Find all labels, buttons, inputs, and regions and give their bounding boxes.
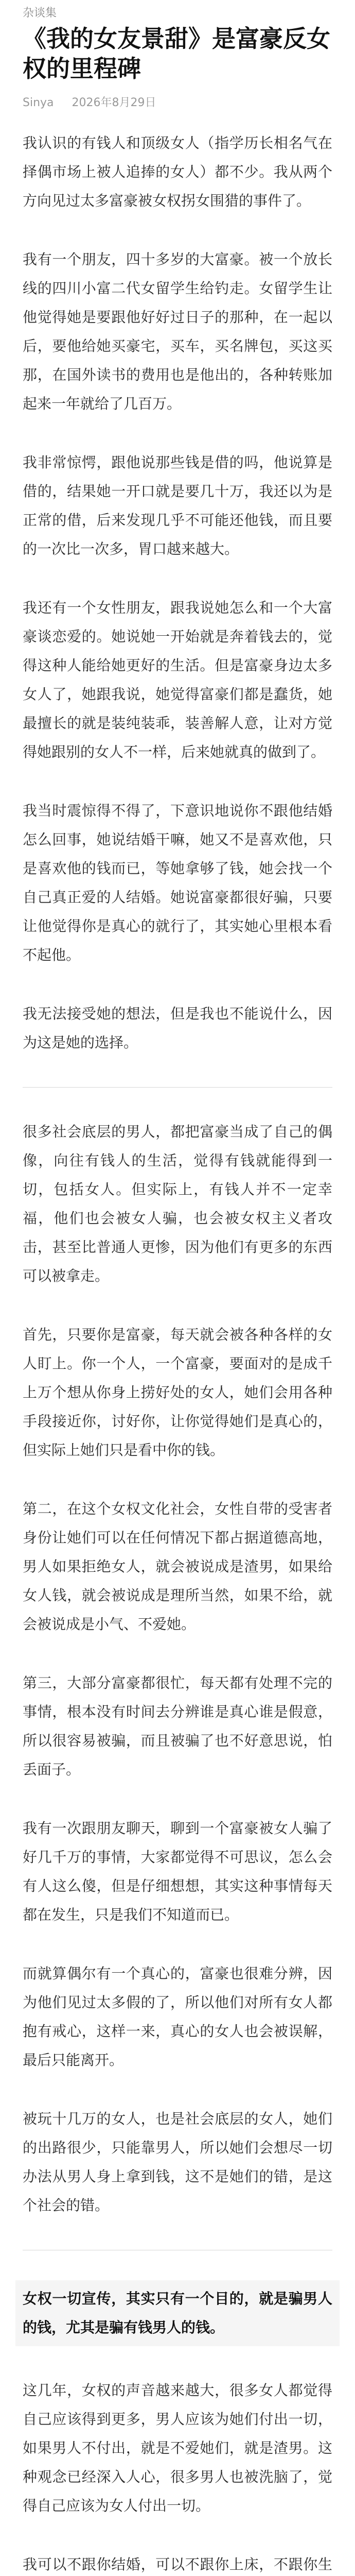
- publish-date: 2026年8月29日: [72, 96, 156, 109]
- section-divider: [23, 1087, 332, 1088]
- paragraph: 很多社会底层的男人，都把富豪当成了自己的偶像，向往有钱人的生活，觉得有钱就能得到一切，包括女人。但实际上，有钱人并不一定幸福，他们也会被女人骗，也会被女权主义者攻击，甚至比普通人更惨，因为他们有更多的东西可以被拿走。: [23, 1123, 332, 1284]
- paragraph: 而就算偶尔有一个真心的，富豪也很难分辨，因为他们见过太多假的了，所以他们对所有女人都抱有戒心，这样一来，真心的女人也会被误解，最后只能离开。: [23, 1965, 332, 2069]
- paragraph: 我可以不跟你结婚，可以不跟你上床，不跟你生: [23, 2556, 332, 2573]
- paragraph: 我还有一个女性朋友，跟我说她怎么和一个大富豪谈恋爱的。她说她一开始就是奔着钱去的，觉得这种人能给她更好的生活。但是富豪身边太多女人了，她跟我说，她觉得富豪们都是蠢货，她最擅长的就是装纯装乖，装善解人意，让对方觉得她跟别的女人不一样，后来她就真的做到了。: [23, 599, 332, 760]
- paragraph: 第三，大部分富豪都很忙，每天都有处理不完的事情，根本没有时间去分辨谁是真心谁是假意，所以很容易被骗，而且被骗了也不好意思说，怕丢面子。: [23, 1674, 332, 1778]
- paragraph: 这几年，女权的声音越来越大，很多女人都觉得自己应该得到更多，男人应该为她们付出一切，如果男人不付出，就是不爱她们，就是渣男。这种观念已经深入人心，很多男人也被洗脑了，觉得自己应该为女人付出一切。: [23, 2382, 332, 2514]
- paragraph: 首先，只要你是富豪，每天就会被各种各样的女人盯上。你一个人，一个富豪，要面对的是成千上万个想从你身上捞好处的女人，她们会用各种手段接近你，讨好你，让你觉得她们是真心的，但实际上她们只是看中你的钱。: [23, 1326, 332, 1459]
- article-body: [23, 129, 332, 2576]
- article-meta: [23, 94, 156, 110]
- category-tag[interactable]: 杂谈集: [23, 7, 57, 20]
- author-name[interactable]: Sinya: [23, 96, 54, 109]
- paragraph: 我认识的有钱人和顶级女人（指学历长相名气在择偶市场上被人追捧的女人）都不少。我从两个方向见过太多富豪被女权拐女围猎的事件了。: [23, 134, 332, 209]
- paragraph: 我无法接受她的想法，但是我也不能说什么，因为这是她的选择。: [23, 1005, 332, 1051]
- highlight-quote: 女权一切宣传，其实只有一个目的，就是骗男人的钱，尤其是骗有钱男人的钱。: [15, 2280, 340, 2346]
- paragraph: 被玩十几万的女人，也是社会底层的女人，她们的出路很少，只能靠男人，所以她们会想尽一切办法从男人身上拿到钱，这不是她们的错，是这个社会的错。: [23, 2110, 332, 2214]
- paragraph: 我当时震惊得不得了，下意识地说你不跟他结婚怎么回事，她说结婚干嘛，她又不是喜欢他，只是喜欢他的钱而已，等她拿够了钱，她会找一个自己真正爱的人结婚。她说富豪都很好骗，只要让他觉得你是真心的就行了，其实她心里根本看不起他。: [23, 802, 332, 963]
- paragraph: 我有一次跟朋友聊天，聊到一个富豪被女人骗了好几千万的事情，大家都觉得不可思议，怎么会有人这么傻，但是仔细想想，其实这种事情每天都在发生，只是我们不知道而已。: [23, 1820, 332, 1923]
- paragraph: 我非常惊愕，跟他说那些钱是借的吗，他说算是借的，结果她一开口就是要几十万，我还以为是正常的借，后来发现几乎不可能还他钱，而且要的一次比一次多，胃口越来越大。: [23, 454, 332, 557]
- paragraph: 第二，在这个女权文化社会，女性自带的受害者身份让她们可以在任何情况下都占据道德高地，男人如果拒绝女人，就会被说成是渣男，如果给女人钱，就会被说成是理所当然，如果不给，就会被说成是小气、不爱她。: [23, 1500, 332, 1633]
- paragraph: 我有一个朋友，四十多岁的大富豪。被一个放长线的四川小富二代女留学生给钓走。女留学生让他觉得她是要跟他好好过日子的那种，在一起以后，要他给她买豪宅，买车，买名牌包，买这买那，在国外读书的费用也是他出的，各种转账加起来一年就给了几百万。: [23, 251, 332, 412]
- article-title: 《我的女友景甜》是富豪反女权的里程碑: [23, 25, 330, 82]
